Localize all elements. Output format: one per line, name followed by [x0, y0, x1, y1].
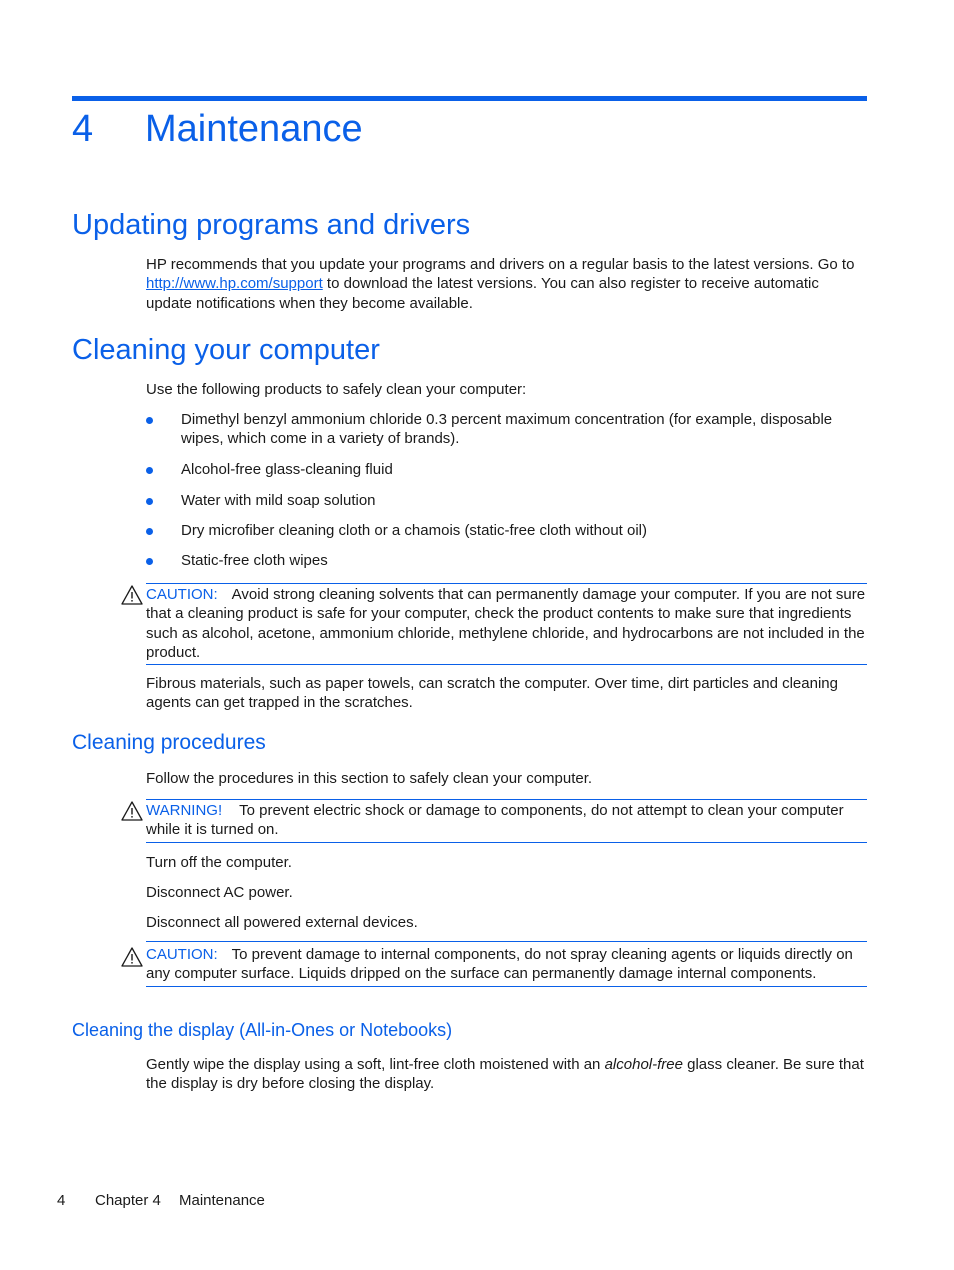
bullet-icon — [146, 558, 153, 565]
chapter-title — [72, 104, 363, 154]
caution-text: Avoid strong cleaning solvents that can permanently damage your computer. If you are not sure that a cleaning product is safe for your computer, check the product contents to make sure that ingredients such as alcohol, acetone, ammonium chloride, methylene chloride, and hydrocarbons are not included in the product. — [146, 586, 866, 661]
warning-label: WARNING! — [146, 802, 223, 819]
heading-display: Cleaning the display (All-in-Ones or Notebooks) — [72, 1020, 453, 1040]
caution-text: To prevent damage to internal components, do not spray cleaning agents or liquids directly on any computer surface. Liquids dripped on the surface can permanently damage internal components. — [146, 946, 853, 983]
warning-note — [146, 799, 867, 843]
warning-triangle-icon — [121, 585, 143, 605]
bullet-icon — [146, 417, 153, 424]
warning-triangle-icon — [121, 947, 143, 967]
footer-chapter-title: Maintenance — [179, 1192, 265, 1209]
hp-support-link[interactable]: http://www.hp.com/support — [146, 275, 323, 293]
heading-updating: Updating programs and drivers — [72, 209, 471, 241]
heading-cleaning: Cleaning your computer — [72, 334, 380, 366]
list-item: Dimethyl benzyl ammonium chloride 0.3 percent maximum concentration (for example, disposable wipes, which come in a variety of brands). — [146, 410, 867, 449]
bullet-icon — [146, 528, 153, 535]
step-disconnect-devices: Disconnect all powered external devices. — [146, 914, 418, 931]
list-item: Static-free cloth wipes — [146, 551, 867, 570]
updating-paragraph: HP recommends that you update your programs and drivers on a regular basis to the latest versions. Go to http://www.hp.com/support to download the latest versions. You can also register to receive automatic update notifications when they become available. — [146, 256, 855, 312]
warning-triangle-icon — [121, 801, 143, 821]
list-item: Dry microfiber cleaning cloth or a chamois (static-free cloth without oil) — [146, 521, 867, 540]
chapter-top-rule — [72, 96, 867, 101]
warning-text: To prevent electric shock or damage to components, do not attempt to clean your computer while it is turned on. — [146, 802, 844, 839]
cleaning-intro: Use the following products to safely clean your computer: — [146, 381, 527, 398]
step-turn-off: Turn off the computer. — [146, 854, 292, 871]
heading-procedures: Cleaning procedures — [72, 731, 266, 754]
list-item: Alcohol-free glass-cleaning fluid — [146, 460, 867, 479]
footer-chapter-label: Chapter 4 — [95, 1192, 161, 1209]
step-disconnect-ac: Disconnect AC power. — [146, 884, 293, 901]
bullet-icon — [146, 467, 153, 474]
chapter-number: 4 — [72, 108, 94, 150]
caution-label: CAUTION: — [146, 946, 218, 963]
caution-note — [146, 583, 867, 665]
bullet-icon — [146, 498, 153, 505]
list-item: Water with mild soap solution — [146, 491, 867, 510]
page-number: 4 — [57, 1192, 66, 1209]
caution-note — [146, 941, 867, 987]
fibrous-paragraph: Fibrous materials, such as paper towels, can scratch the computer. Over time, dirt particles and cleaning agents can get trapped in the scratches. — [146, 675, 838, 712]
chapter-title-text: Maintenance — [145, 108, 363, 150]
procedures-intro: Follow the procedures in this section to safely clean your computer. — [146, 770, 593, 787]
display-paragraph: Gently wipe the display using a soft, lint-free cloth moistened with an alcohol-free glass cleaner. Be sure that the display is dry before closing the display. — [146, 1056, 864, 1093]
caution-label: CAUTION: — [146, 586, 218, 603]
